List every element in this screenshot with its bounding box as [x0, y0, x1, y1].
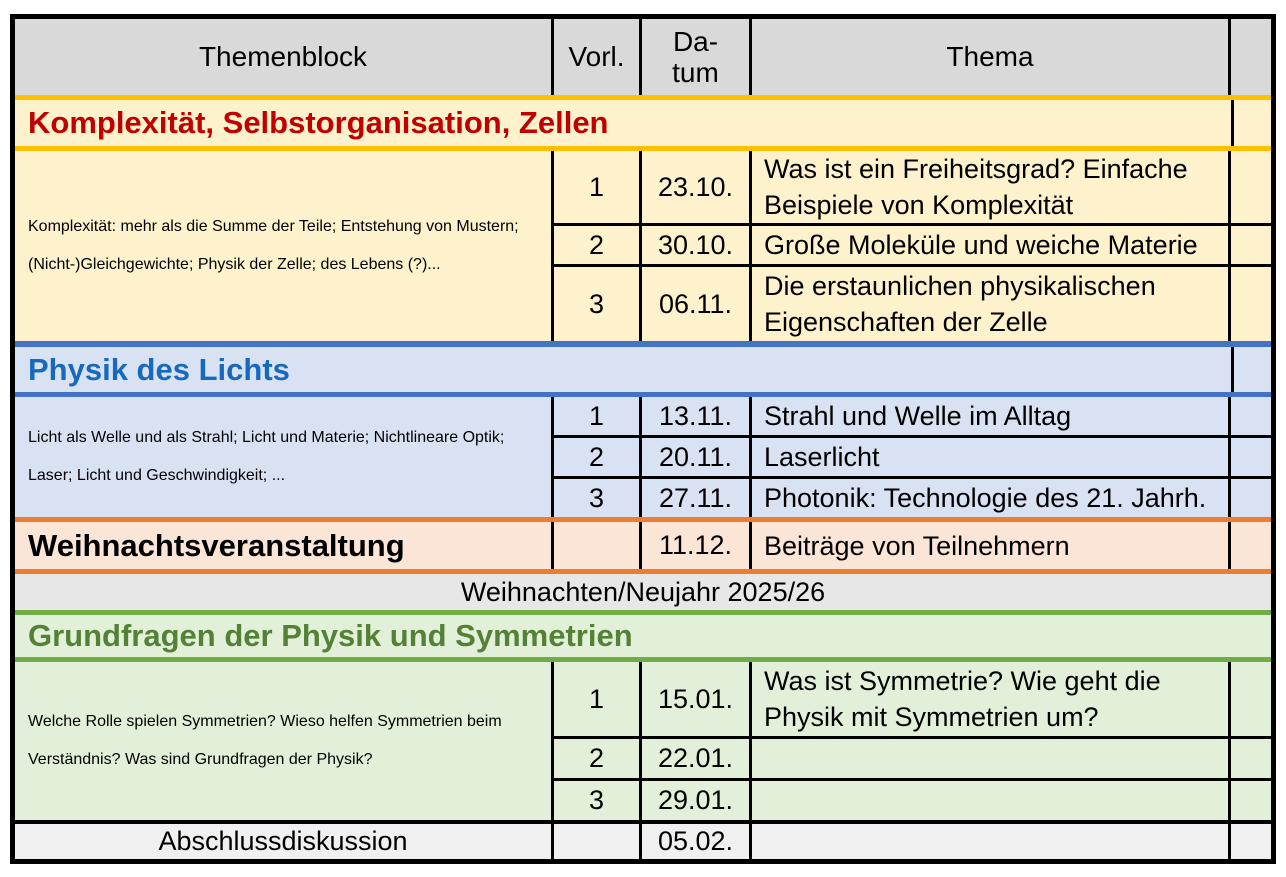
- table-header-row: [15, 19, 1271, 95]
- datum-cell: 15.01.: [642, 662, 752, 736]
- vorl-cell: 3: [554, 781, 642, 820]
- vorl-cell: 2: [554, 739, 642, 778]
- lecture-row: [554, 264, 1271, 341]
- thema-cell: Strahl und Welle im Alltag: [752, 397, 1231, 435]
- vorl-cell: 1: [554, 397, 642, 435]
- section-body-symmetrien: [15, 662, 1271, 820]
- abschluss-row: [15, 824, 1271, 859]
- weihnachtsveranstaltung-row: [15, 522, 1271, 569]
- lecture-row: [554, 397, 1271, 435]
- datum-cell: 20.11.: [642, 438, 752, 476]
- abschluss-label: Abschlussdiskussion: [15, 824, 554, 859]
- thema-cell: [752, 739, 1231, 778]
- tail-cell: [1231, 522, 1271, 569]
- datum-cell: 22.01.: [642, 739, 752, 778]
- thema-cell: Große Moleküle und weiche Materie: [752, 226, 1231, 264]
- header-label-datum: Da- tum: [672, 26, 719, 88]
- section-description-komplexitaet: Komplexität: mehr als die Summe der Teile; Entstehung von Mustern; (Nicht-)Gleichgewichte; Physik der Zelle; des Lebens (?)...: [15, 151, 554, 341]
- lecture-row: [554, 223, 1271, 264]
- section-description-licht: Licht als Welle und als Strahl; Licht und Materie; Nichtlineare Optik; Laser; Licht und Geschwindigkeit; ...: [15, 397, 554, 517]
- datum-cell: 13.11.: [642, 397, 752, 435]
- weihnachtsveranstaltung-title: Weihnachtsveranstaltung: [15, 522, 554, 569]
- tail-cell: [1231, 151, 1271, 223]
- tail-cell: [1231, 226, 1271, 264]
- section-rows-komplexitaet: [554, 151, 1271, 341]
- vorl-cell: [554, 522, 642, 569]
- header-cell-datum: [642, 19, 752, 95]
- lecture-row: [554, 662, 1271, 736]
- lecture-row: [554, 736, 1271, 778]
- tail-cell: [1231, 662, 1271, 736]
- tail-cell: [1231, 438, 1271, 476]
- course-schedule-table: [10, 14, 1276, 864]
- section-rows-symmetrien: [554, 662, 1271, 820]
- vorl-cell: 1: [554, 151, 642, 223]
- tail-cell: [1231, 781, 1271, 820]
- vorl-cell: 3: [554, 479, 642, 517]
- tail-cell: [1231, 397, 1271, 435]
- holiday-label: Weihnachten/Neujahr 2025/26: [460, 576, 826, 607]
- header-label-vorl: Vorl.: [568, 41, 625, 72]
- vorl-cell: 1: [554, 662, 642, 736]
- header-label-themenblock: Themenblock: [198, 41, 368, 72]
- thema-cell: [752, 781, 1231, 820]
- thema-cell: Photonik: Technologie des 21. Jahrh.: [752, 479, 1231, 517]
- datum-cell: 30.10.: [642, 226, 752, 264]
- thema-cell: Die erstaunlichen physikalischen Eigenschaften der Zelle: [752, 267, 1231, 341]
- thema-cell: [752, 824, 1231, 859]
- datum-cell: 06.11.: [642, 267, 752, 341]
- thema-cell: Laserlicht: [752, 438, 1231, 476]
- header-cell-themenblock: [15, 19, 554, 95]
- vorl-cell: 3: [554, 267, 642, 341]
- tail-cell: [1231, 739, 1271, 778]
- header-label-thema: Thema: [946, 41, 1034, 72]
- section-title-row-licht: [15, 347, 1271, 392]
- vorl-cell: 2: [554, 226, 642, 264]
- vorl-cell: 2: [554, 438, 642, 476]
- holiday-row: [15, 574, 1271, 610]
- section-title-row-symmetrien: [15, 615, 1271, 657]
- section-body-komplexitaet: [15, 151, 1271, 341]
- section-title-row-komplexitaet: [15, 100, 1271, 146]
- thema-cell: Was ist ein Freiheitsgrad? Einfache Beispiele von Komplexität: [752, 151, 1231, 223]
- section-title-tail-cell: [1231, 347, 1271, 392]
- section-title-licht: Physik des Lichts: [28, 351, 290, 387]
- thema-cell: Was ist Symmetrie? Wie geht die Physik mit Symmetrien um?: [752, 662, 1231, 736]
- datum-cell: 05.02.: [642, 824, 752, 859]
- header-cell-thema: [752, 19, 1231, 95]
- lecture-row: [554, 151, 1271, 223]
- header-cell-vorl: [554, 19, 642, 95]
- lecture-row: [554, 476, 1271, 517]
- section-description-symmetrien: Welche Rolle spielen Symmetrien? Wieso helfen Symmetrien beim Verständnis? Was sind Grundfragen der Physik?: [15, 662, 554, 820]
- datum-cell: 27.11.: [642, 479, 752, 517]
- section-title-tail-cell: [1231, 100, 1271, 146]
- vorl-cell: [554, 824, 642, 859]
- section-title-symmetrien: Grundfragen der Physik und Symmetrien: [28, 618, 633, 653]
- section-title-komplexitaet: Komplexität, Selbstorganisation, Zellen: [28, 105, 609, 140]
- tail-cell: [1231, 267, 1271, 341]
- thema-cell: Beiträge von Teilnehmern: [752, 522, 1231, 569]
- lecture-row: [554, 778, 1271, 820]
- tail-cell: [1231, 824, 1271, 859]
- datum-cell: 11.12.: [642, 522, 752, 569]
- section-rows-licht: [554, 397, 1271, 517]
- tail-cell: [1231, 479, 1271, 517]
- datum-cell: 23.10.: [642, 151, 752, 223]
- datum-cell: 29.01.: [642, 781, 752, 820]
- header-cell-tail: [1231, 19, 1271, 95]
- lecture-row: [554, 435, 1271, 476]
- section-body-licht: [15, 397, 1271, 517]
